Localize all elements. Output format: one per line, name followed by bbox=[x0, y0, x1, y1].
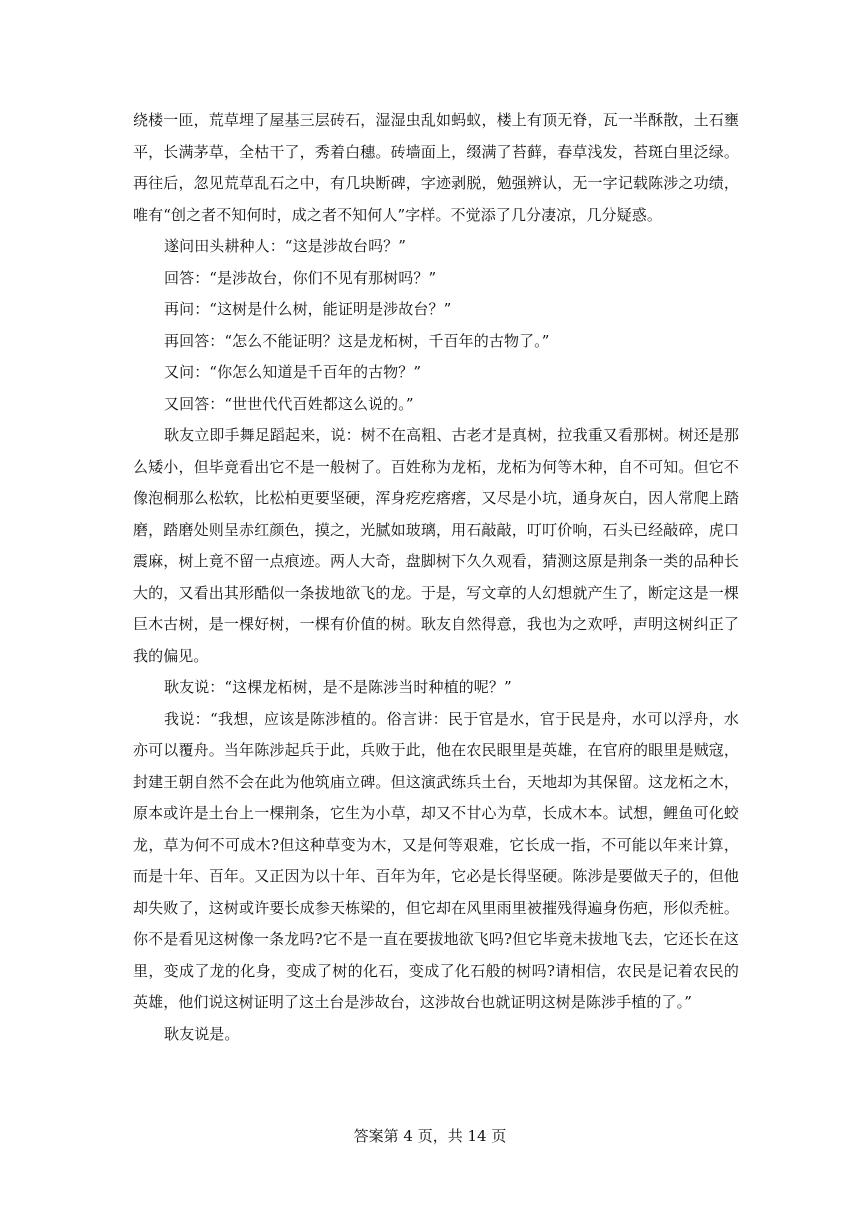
paragraph-2: 遂问田头耕种人：“这是涉故台吗？” bbox=[164, 237, 407, 255]
paragraph-4: 再问：“这树是什么树，能证明是涉故台？” bbox=[164, 300, 452, 318]
paragraph-1: 绕楼一匝，荒草埋了屋基三层砖石，湿湿虫乱如蚂蚁，楼上有顶无脊，瓦一半酥散，土石壅平，长满茅草，全枯干了，秀着白穗。砖墙面上，缀满了苔藓，春草浅发，苔斑白里泛绿。再往后，忽见荒草乱石之中，有几块断碑，字迹剥脱，勉强辨认，无一字记载陈涉之功绩，唯有“创之者不知何时，成之者不知何人”字样。不觉添了几分凄凉，几分疑惑。 bbox=[133, 111, 739, 224]
paragraph-5: 再回答：“怎么不能证明？这是龙柘树，千百年的古物了。” bbox=[164, 331, 550, 350]
paragraph-9: 耿友说：“这棵龙柘树，是不是陈涉当时种植的呢？” bbox=[164, 678, 512, 696]
paragraph-10: 我说：“我想，应该是陈涉植的。俗言讲：民于官是水，官于民是舟，水可以浮舟，水亦可以覆舟。当年陈涉起兵于此，兵败于此，他在农民眼里是英雄，在官府的眼里是贼寇，封建王朝自然不会在此为他筑庙立碑。但这演武练兵土台，天地却为其保留。这龙柘之木，原本或许是土台上一棵荆条，它生为小草，却又不甘心为草，长成木本。试想，鲤鱼可化蛟龙，草为何不可成木?但这种草变为木，又是何等艰难，它长成一指，不可能以年来计算，而是十年、百年。又正因为以十年、百年为年，它必是长得坚硬。陈涉是要做天子的，但他却失败了，这树或许要长成参天栋梁的，但它却在风里雨里被摧残得遍身伤疤，形似秃桩。你不是看见这树像一条龙吗?它不是一直在要拔地欲飞吗?但它毕竟未拔地飞去，它还长在这里，变成了龙的化身，变成了树的化石，变成了化石般的树吗?请相信，农民是记着农民的英雄，他们说这树证明了这土台是涉故台，这涉故台也就证明这树是陈涉手植的了。” bbox=[133, 709, 739, 1011]
document-body bbox=[133, 105, 739, 1050]
paragraph-7: 又回答：“世世代代百姓都这么说的。” bbox=[164, 394, 414, 413]
paragraph-6: 又问：“你怎么知道是千百年的古物？” bbox=[164, 363, 422, 381]
paragraph-3: 回答：“是涉故台，你们不见有那树吗？” bbox=[164, 268, 437, 287]
page-footer: 答案第 4 页，共 14 页 bbox=[353, 1127, 507, 1145]
paragraph-11: 耿友说是。 bbox=[164, 1024, 240, 1043]
paragraph-8: 耿友立即手舞足蹈起来，说：树不在高粗、古老才是真树，拉我重又看那树。树还是那么矮小，但毕竟看出它不是一般树了。百姓称为龙柘，龙柘为何等木种，自不可知。但它不像泡桐那么松软，比松柏更要坚硬，浑身疙疙瘩瘩，又尽是小坑，通身灰白，因人常爬上踏磨，踏磨处则呈赤红颜色，摸之，光腻如玻璃，用石敲敲，叮叮价响，石头已经敲碎，虎口震麻，树上竟不留一点痕迹。两人大奇，盘脚树下久久观看，猜测这原是荆条一类的品种长大的，又看出其形酷似一条拔地欲飞的龙。于是，写文章的人幻想就产生了，断定这是一棵巨木古树，是一棵好树，一棵有价值的树。耿友自然得意，我也为之欢呼，声明这树纠正了我的偏见。 bbox=[133, 426, 739, 665]
